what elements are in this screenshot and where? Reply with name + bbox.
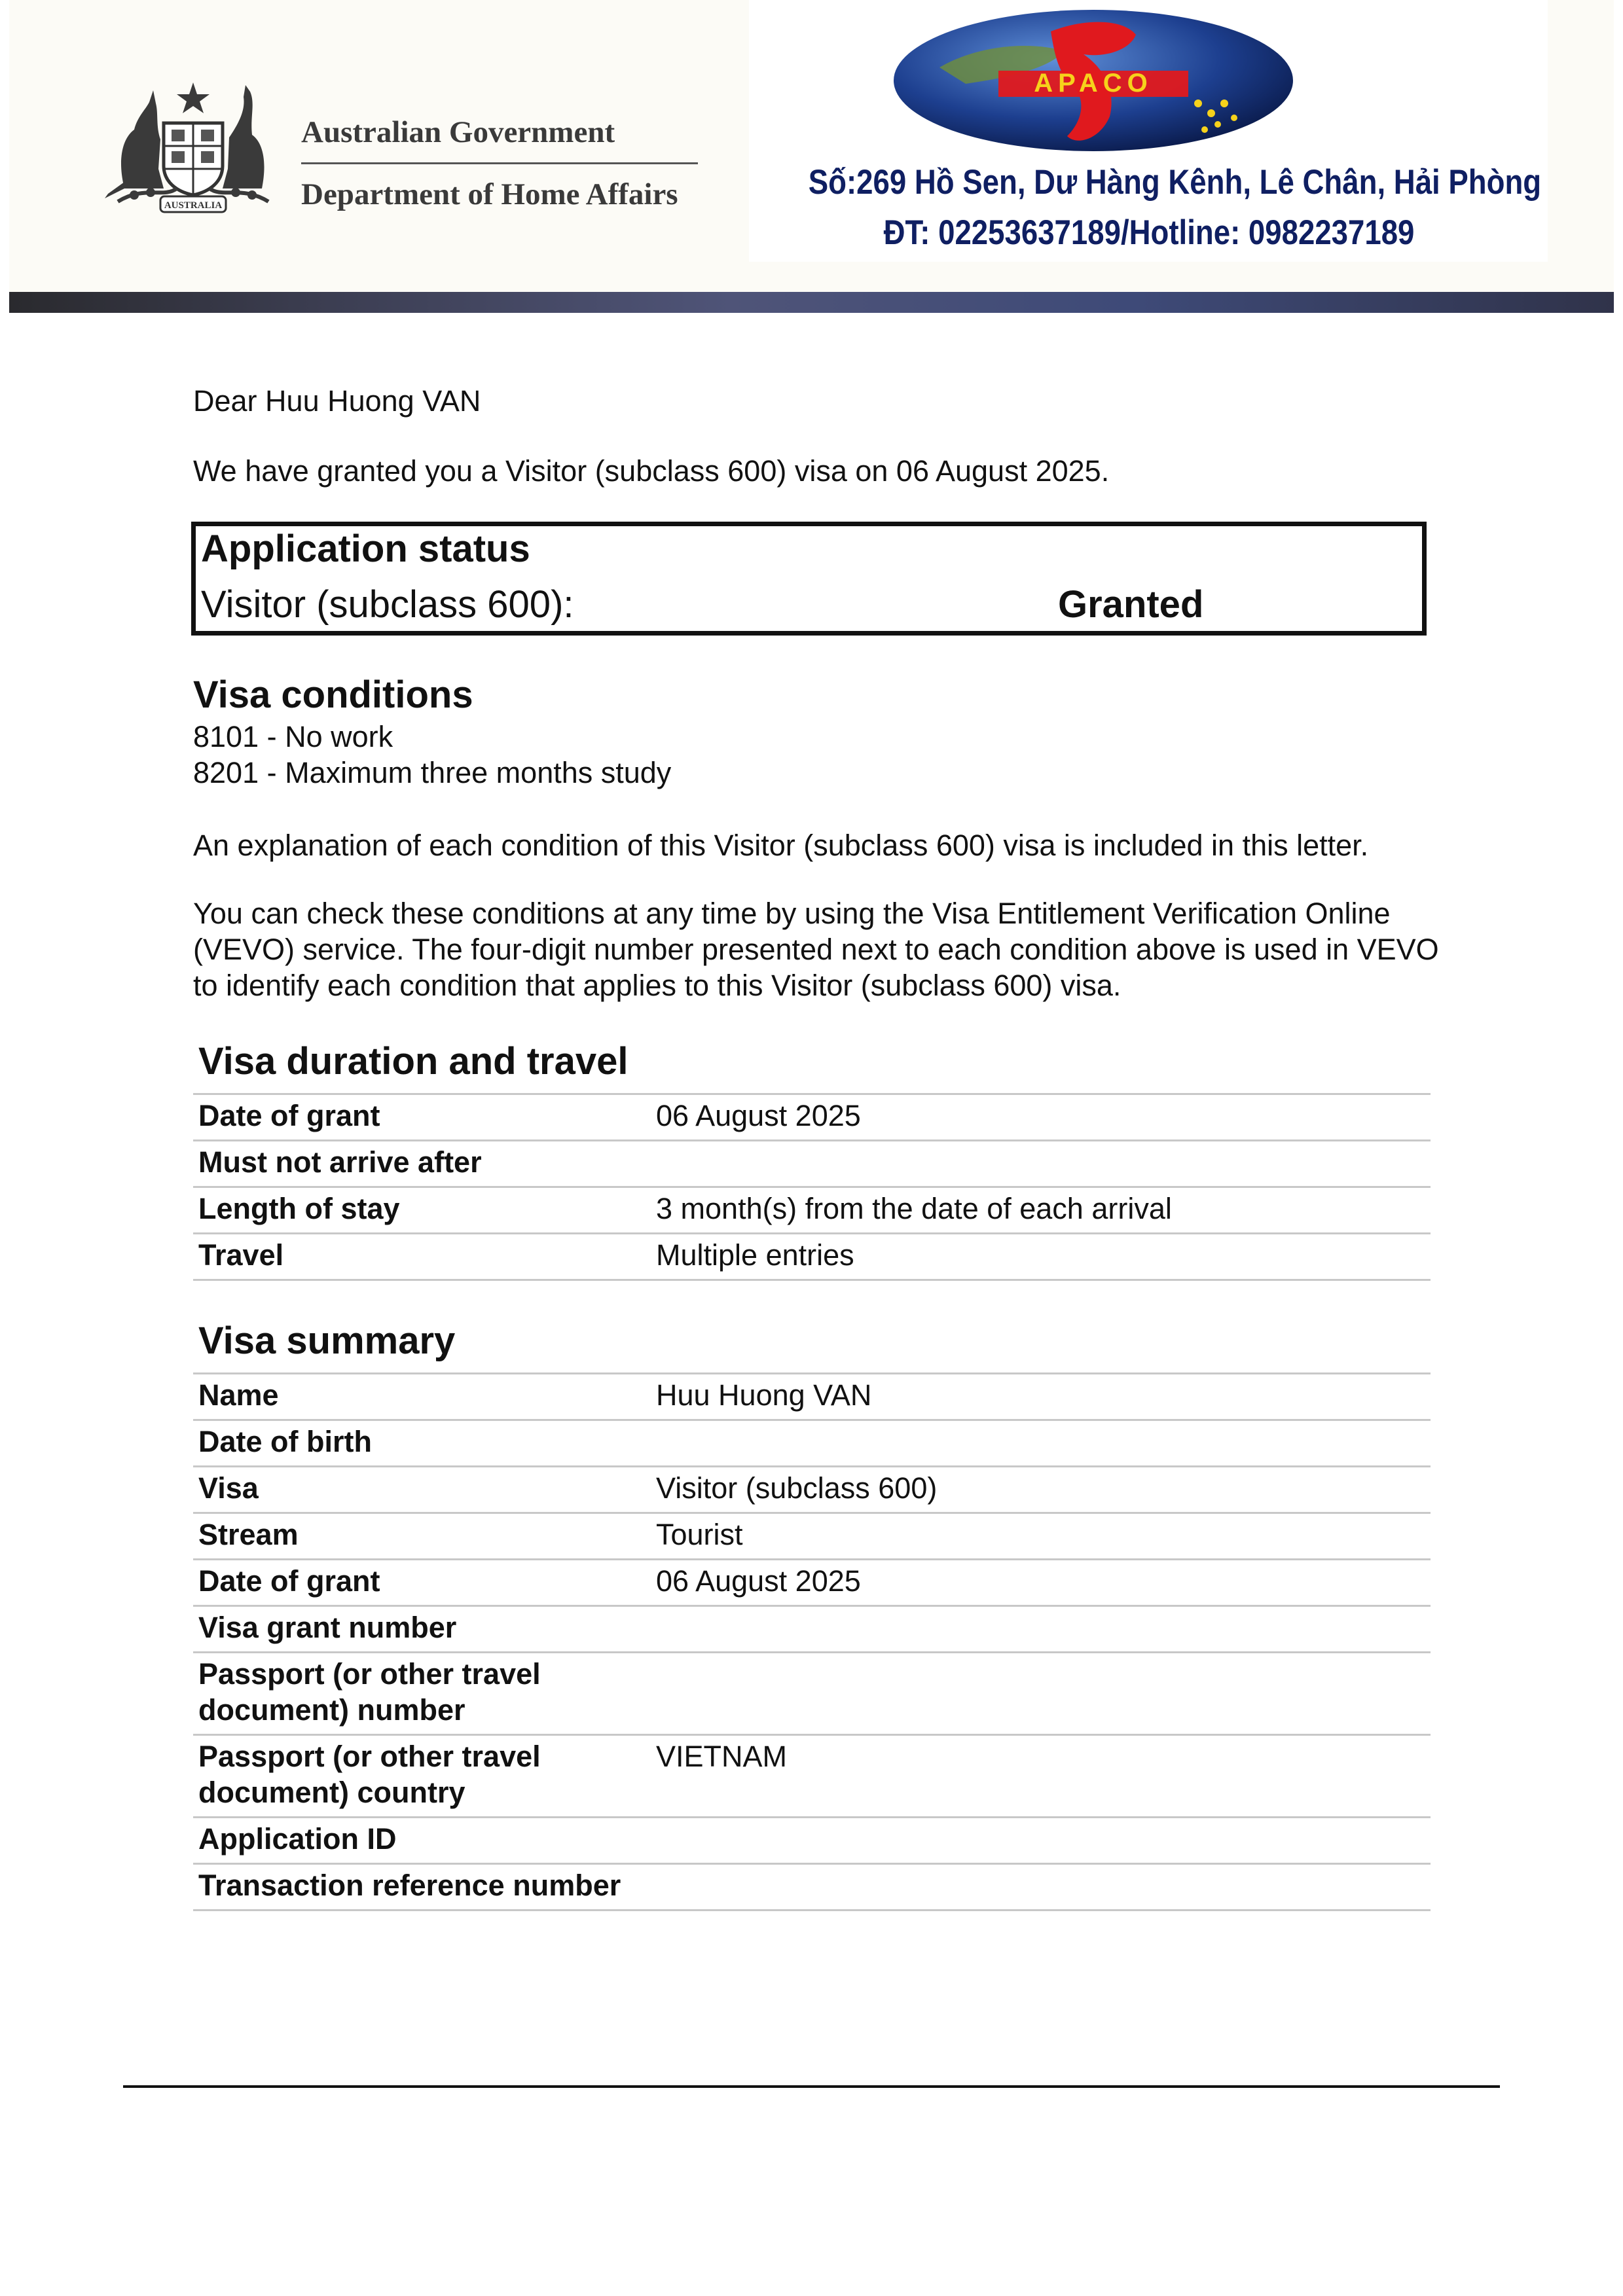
footer-divider xyxy=(123,2085,1500,2088)
row-label: Travel xyxy=(198,1238,284,1272)
row-label: Visa xyxy=(198,1471,259,1505)
coat-of-arms-icon xyxy=(98,77,288,218)
row-label: Date of grant xyxy=(198,1099,380,1132)
banner-bottom-bar xyxy=(9,292,1614,313)
row-label: Stream xyxy=(198,1518,299,1551)
status-value: Granted xyxy=(1058,583,1204,626)
row-value: VIETNAM xyxy=(656,1740,788,1773)
table-row xyxy=(193,1653,1431,1736)
row-value: 06 August 2025 xyxy=(656,1099,861,1132)
table-row xyxy=(193,1188,1431,1234)
row-label: Transaction reference number xyxy=(198,1869,621,1902)
table-row xyxy=(193,1560,1431,1607)
grant-sentence: We have granted you a Visitor (subclass 600) visa on 06 August 2025. xyxy=(193,454,1110,488)
condition-item: 8201 - Maximum three months study xyxy=(193,756,672,789)
row-value: Multiple entries xyxy=(656,1238,854,1272)
row-label: Name xyxy=(198,1378,279,1412)
status-visa-label: Visitor (subclass 600): xyxy=(201,583,574,626)
status-title: Application status xyxy=(201,528,530,570)
table-row xyxy=(193,1607,1431,1653)
summary-title: Visa summary xyxy=(198,1319,456,1362)
table-row xyxy=(193,1421,1431,1467)
row-value: 06 August 2025 xyxy=(656,1564,861,1598)
department-name: Department of Home Affairs xyxy=(301,177,678,211)
conditions-title: Visa conditions xyxy=(193,673,473,716)
letterhead-divider xyxy=(301,162,698,164)
row-label: Visa grant number xyxy=(198,1611,457,1644)
table-row xyxy=(193,1818,1431,1865)
agency-logo-text: APACO xyxy=(1034,69,1153,98)
row-label: Passport (or other travel document) country xyxy=(198,1740,541,1809)
greeting: Dear Huu Huong VAN xyxy=(193,384,481,418)
row-value: 3 month(s) from the date of each arrival xyxy=(656,1192,1172,1225)
government-name: Australian Government xyxy=(301,115,615,149)
duration-title: Visa duration and travel xyxy=(198,1040,629,1083)
row-label: Passport (or other travel document) number xyxy=(198,1657,541,1727)
table-row xyxy=(193,1374,1431,1421)
table-row xyxy=(193,1865,1431,1911)
row-label: Length of stay xyxy=(198,1192,400,1225)
table-row xyxy=(193,1095,1431,1141)
globe-logo-icon xyxy=(887,5,1300,156)
table-row xyxy=(193,1467,1431,1514)
table-row xyxy=(193,1736,1431,1818)
crest-scroll-text: AUSTRALIA xyxy=(164,200,223,211)
agency-hotline: ĐT: 02253637189/Hotline: 0982237189 xyxy=(883,213,1415,252)
agency-address: Số:269 Hồ Sen, Dư Hàng Kênh, Lê Chân, Hải Phòng xyxy=(808,163,1542,202)
row-label: Date of birth xyxy=(198,1425,372,1458)
row-label: Must not arrive after xyxy=(198,1145,482,1179)
summary-table xyxy=(193,1372,1431,1911)
row-value: Tourist xyxy=(656,1518,743,1551)
conditions-explanation: An explanation of each condition of this Visitor (subclass 600) visa is included in this letter. xyxy=(193,829,1369,862)
table-row xyxy=(193,1141,1431,1188)
row-label: Date of grant xyxy=(198,1564,380,1598)
table-row xyxy=(193,1234,1431,1281)
row-label: Application ID xyxy=(198,1822,397,1856)
table-row xyxy=(193,1514,1431,1560)
condition-item: 8101 - No work xyxy=(193,720,393,753)
row-value: Visitor (subclass 600) xyxy=(656,1471,938,1505)
vevo-paragraph: You can check these conditions at any time by using the Visa Entitlement Verification Online (VEVO) service. The four-digit number presented next to each condition above is used in VEVO to identify each condition that applies to this Visitor (subclass 600) visa. xyxy=(193,897,1439,1002)
duration-table xyxy=(193,1093,1431,1281)
row-value: Huu Huong VAN xyxy=(656,1378,872,1412)
